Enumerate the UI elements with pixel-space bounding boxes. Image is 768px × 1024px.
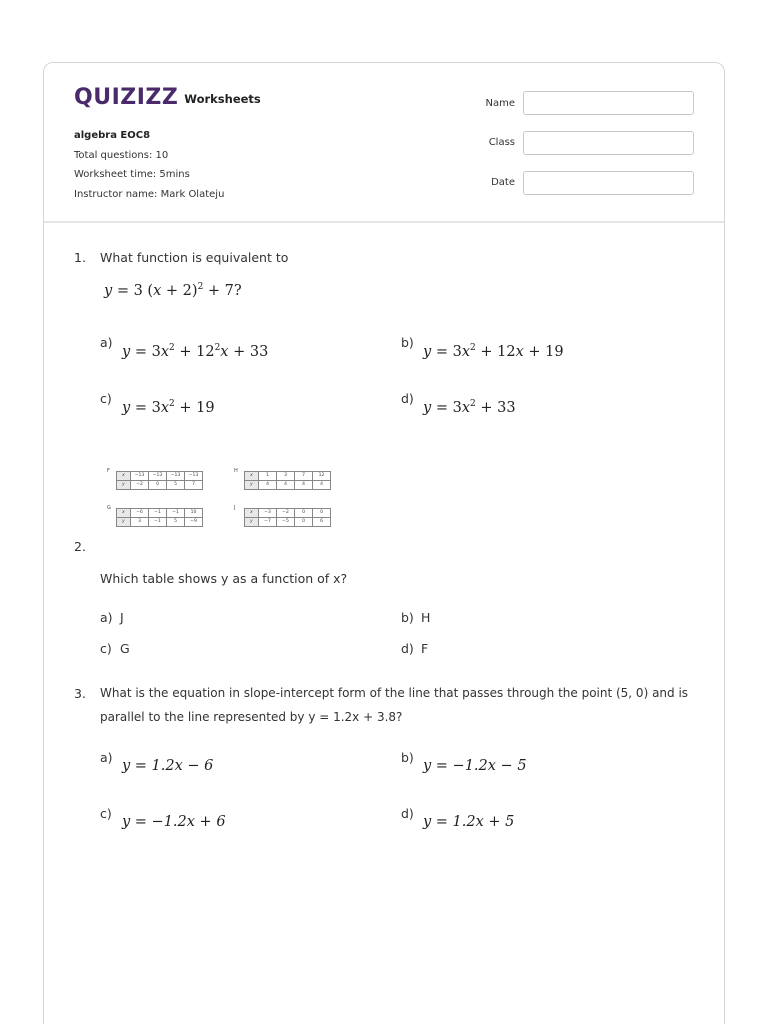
option-letter: a) [100, 750, 113, 765]
table-cell: x [245, 509, 259, 518]
table-cell: 7 [295, 472, 313, 481]
date-field[interactable] [523, 171, 694, 195]
table-cell: y [117, 518, 131, 527]
table-j [244, 508, 331, 527]
option-equation: $y = 3x^2 + 12x + 19$ [423, 343, 564, 360]
table-cell: −1 [167, 509, 185, 518]
name-field[interactable] [523, 91, 694, 115]
option-letter: a) [100, 610, 113, 625]
table-cell: 4 [277, 481, 295, 490]
date-label: Date [491, 177, 515, 188]
question-3 [74, 686, 694, 836]
brand-logo [74, 85, 261, 110]
table-cell: 0 [295, 509, 313, 518]
question-number: 3. [74, 686, 86, 701]
worksheet-header [44, 63, 724, 223]
question-number: 2. [74, 539, 86, 554]
table-cell: y [245, 481, 259, 490]
table-cell: −2 [277, 509, 295, 518]
table-cell: 10 [185, 509, 203, 518]
option-c[interactable] [100, 391, 380, 421]
table-cell: 4 [259, 481, 277, 490]
table-tag: J [234, 505, 236, 511]
table-cell: −9 [185, 518, 203, 527]
option-a[interactable] [100, 335, 380, 365]
question-text: Which table shows y as a function of x? [100, 571, 348, 586]
table-f [116, 471, 203, 490]
table-cell: 5 [167, 518, 185, 527]
worksheet-time: Worksheet time: 5mins [74, 169, 190, 180]
worksheet-meta [74, 126, 224, 204]
table-cell: 7 [185, 481, 203, 490]
option-equation: y = 1.2x + 5 [423, 814, 515, 830]
total-questions: Total questions: 10 [74, 149, 169, 161]
question-equation: y = 3 $(x + 2)^2 + 7$? [104, 282, 242, 299]
worksheet-card [43, 62, 725, 1024]
table-cell: 6 [313, 518, 331, 527]
option-letter: d) [401, 806, 414, 821]
table-cell: −1 [149, 509, 167, 518]
instructor-name: Instructor name: Mark Olateju [74, 188, 225, 200]
option-letter: b) [401, 335, 414, 350]
table-cell: 1 [259, 472, 277, 481]
table-cell: −13 [167, 472, 185, 481]
option-text: J [120, 610, 124, 625]
option-equation: y = −1.2x + 6 [122, 814, 226, 830]
table-g [116, 508, 203, 527]
table-h [244, 471, 331, 490]
table-cell: 4 [295, 481, 313, 490]
option-text: H [421, 610, 431, 625]
table-cell: 0 [295, 518, 313, 527]
quizizz-logo: QUIZIZZ [74, 85, 179, 110]
question-2 [74, 468, 694, 658]
table-cell: 0 [149, 481, 167, 490]
option-equation: $y = 3x^2 + 33$ [423, 399, 516, 416]
option-letter: c) [100, 641, 112, 656]
option-equation: $y = 3x^2 + 19$ [122, 399, 215, 416]
option-d[interactable] [401, 391, 681, 421]
option-letter: b) [401, 750, 414, 765]
class-label: Class [488, 137, 515, 148]
table-cell: 12 [313, 472, 331, 481]
question-1 [74, 250, 694, 430]
table-cell: −13 [185, 472, 203, 481]
option-letter: c) [100, 391, 112, 406]
option-c[interactable] [100, 641, 300, 659]
option-b[interactable] [401, 610, 601, 628]
option-b[interactable] [401, 750, 681, 780]
table-cell: −6 [131, 509, 149, 518]
question-text-line-2: parallel to the line represented by y = 1.2x + 3.8? [100, 710, 403, 724]
table-tag: F [107, 468, 110, 474]
table-cell: −7 [259, 518, 277, 527]
class-field[interactable] [523, 131, 694, 155]
table-cell: x [117, 472, 131, 481]
question-text-line-1: What is the equation in slope-intercept form of the line that passes through the point (5, 0) and is [100, 686, 689, 700]
option-d[interactable] [401, 806, 681, 836]
table-cell: −13 [149, 472, 167, 481]
option-letter: d) [401, 391, 414, 406]
table-cell: −2 [131, 481, 149, 490]
table-tag: G [107, 505, 111, 511]
table-cell: 3 [277, 472, 295, 481]
table-cell: −3 [259, 509, 277, 518]
table-tag: H [234, 468, 238, 474]
option-a[interactable] [100, 610, 300, 628]
table-cell: −13 [131, 472, 149, 481]
table-cell: 3 [131, 518, 149, 527]
option-c[interactable] [100, 806, 380, 836]
table-cell: 0 [313, 509, 331, 518]
worksheet-title: algebra EOC8 [74, 130, 151, 141]
option-equation: y = 1.2x − 6 [122, 758, 214, 774]
question-text: What function is equivalent to [100, 250, 289, 265]
table-cell: x [245, 472, 259, 481]
option-d[interactable] [401, 641, 601, 659]
option-letter: b) [401, 610, 414, 625]
brand-subtitle: Worksheets [184, 91, 261, 106]
table-cell: −5 [277, 518, 295, 527]
option-text: F [421, 641, 429, 656]
table-cell: −1 [149, 518, 167, 527]
option-b[interactable] [401, 335, 681, 365]
option-text: G [120, 641, 130, 656]
table-cell: 4 [313, 481, 331, 490]
option-letter: d) [401, 641, 414, 656]
question-number: 1. [74, 250, 86, 265]
option-equation: y = −1.2x − 5 [423, 758, 527, 774]
name-label: Name [485, 98, 515, 109]
option-a[interactable] [100, 750, 380, 780]
function-tables-image [102, 468, 342, 538]
table-cell: y [245, 518, 259, 527]
table-cell: 5 [167, 481, 185, 490]
table-cell: x [117, 509, 131, 518]
option-letter: a) [100, 335, 113, 350]
option-equation: $y = 3x^2 + 12^2x + 33$ [122, 343, 269, 360]
table-cell: y [117, 481, 131, 490]
option-letter: c) [100, 806, 112, 821]
